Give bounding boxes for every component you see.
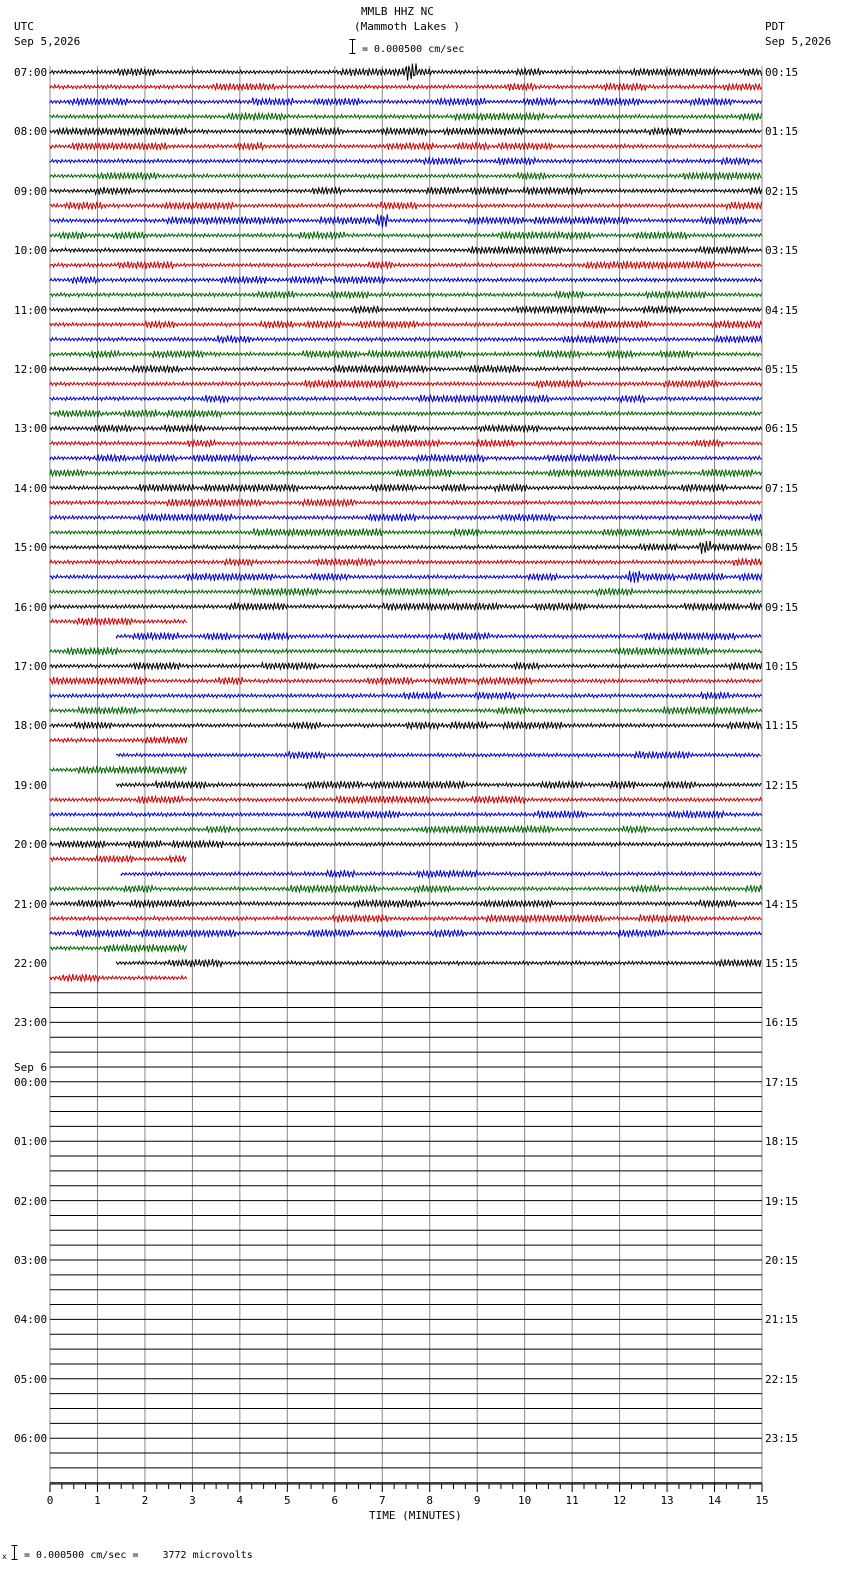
right-hour-label: 01:15: [765, 125, 799, 139]
seismic-trace: [50, 677, 762, 685]
x-tick-label: 15: [755, 1494, 769, 1507]
seismic-trace: [50, 811, 762, 819]
seismic-trace: [50, 766, 187, 774]
right-hour-label: 21:15: [765, 1313, 799, 1327]
seismic-trace: [50, 202, 762, 210]
x-tick-label: 3: [189, 1494, 196, 1507]
seismic-trace: [50, 692, 762, 700]
seismic-trace: [50, 840, 762, 848]
left-date: Sep 5,2026: [14, 35, 81, 48]
right-hour-label: 14:15: [765, 897, 799, 911]
x-tick-label: 0: [46, 1494, 54, 1507]
right-hour-label: 02:15: [765, 184, 799, 198]
right-hour-label: 18:15: [765, 1135, 799, 1149]
left-hour-label: 16:00: [14, 600, 48, 614]
seismic-trace: [50, 603, 762, 611]
seismic-trace: [50, 113, 762, 121]
right-hour-label: 00:15: [765, 66, 799, 79]
seismic-trace: [50, 291, 762, 299]
left-day-label: Sep 6: [14, 1060, 48, 1074]
seismic-trace: [50, 142, 762, 150]
seismic-trace: [50, 231, 762, 239]
seismic-trace: [121, 870, 761, 878]
seismic-trace: [117, 632, 761, 640]
right-hour-label: 16:15: [765, 1016, 799, 1030]
seismic-trace: [50, 246, 762, 254]
seismic-trace: [50, 98, 762, 106]
x-tick-label: 2: [141, 1494, 149, 1507]
right-hour-label: 22:15: [765, 1372, 799, 1386]
seismic-trace: [50, 440, 762, 448]
seismic-trace: [50, 172, 762, 180]
seismic-trace: [50, 484, 762, 492]
right-hour-label: 08:15: [765, 541, 799, 555]
seismic-trace: [50, 514, 762, 522]
right-hour-label: 17:15: [765, 1075, 799, 1089]
seismic-trace: [50, 647, 762, 655]
seismic-trace: [50, 276, 762, 284]
seismic-trace: [50, 900, 762, 908]
seismic-trace: [50, 410, 762, 418]
left-hour-label: 10:00: [14, 244, 48, 258]
left-hour-label: 13:00: [14, 422, 48, 436]
footer-mark: x: [2, 1552, 7, 1561]
seismic-trace: [50, 380, 762, 388]
left-hour-label: 23:00: [14, 1016, 48, 1030]
left-hour-label: 14:00: [14, 481, 48, 495]
seismic-trace: [50, 306, 762, 314]
right-timezone: PDT: [765, 20, 785, 33]
left-hour-label: 03:00: [14, 1254, 48, 1267]
footer-scale-label: = 0.000500 cm/sec = 3772 microvolts: [24, 1550, 253, 1561]
seismic-trace: [50, 425, 762, 433]
x-tick-label: 12: [612, 1494, 627, 1507]
left-hour-label: 09:00: [14, 184, 48, 198]
seismic-trace: [50, 261, 762, 269]
right-hour-label: 07:15: [765, 481, 799, 495]
left-hour-label: 05:00: [14, 1372, 48, 1386]
station-title: MMLB HHZ NC: [361, 5, 434, 18]
right-hour-label: 11:15: [765, 719, 799, 733]
left-hour-label: 00:00: [14, 1075, 48, 1089]
x-tick-label: 13: [660, 1494, 674, 1507]
left-hour-label: 01:00: [14, 1135, 48, 1149]
x-tick-label: 9: [473, 1494, 481, 1507]
seismic-trace: [117, 751, 761, 759]
left-hour-label: 04:00: [14, 1313, 48, 1327]
seismic-trace: [50, 127, 762, 135]
left-hour-label: 02:00: [14, 1194, 48, 1208]
left-hour-label: 20:00: [14, 838, 48, 852]
seismic-trace: [50, 214, 762, 227]
x-tick-label: 5: [284, 1494, 291, 1507]
left-hour-label: 21:00: [14, 897, 48, 911]
right-hour-label: 19:15: [765, 1194, 799, 1208]
right-date: Sep 5,2026: [765, 35, 832, 48]
x-axis-title: TIME (MINUTES): [369, 1509, 462, 1522]
seismic-trace: [50, 558, 762, 566]
seismic-trace: [50, 83, 762, 91]
seismic-trace: [50, 365, 762, 373]
left-hour-label: 12:00: [14, 363, 48, 376]
seismic-trace: [50, 395, 762, 403]
right-hour-label: 04:15: [765, 303, 799, 317]
right-hour-label: 05:15: [765, 363, 799, 376]
x-tick-label: 6: [331, 1494, 339, 1507]
seismic-trace: [50, 187, 762, 195]
seismic-trace: [50, 454, 762, 462]
seismic-trace: [50, 571, 762, 583]
seismic-trace: [50, 737, 187, 744]
right-hour-label: 10:15: [765, 660, 799, 673]
seismic-trace: [50, 63, 762, 80]
left-hour-label: 18:00: [14, 719, 48, 733]
footer-scale-bar-icon: [11, 1545, 18, 1560]
right-hour-label: 13:15: [765, 838, 799, 852]
left-hour-label: 08:00: [14, 125, 48, 139]
seismic-trace: [50, 157, 762, 165]
seismic-trace: [50, 618, 187, 626]
x-tick-label: 11: [565, 1494, 579, 1507]
right-hour-label: 03:15: [765, 244, 799, 258]
left-hour-label: 19:00: [14, 778, 48, 792]
seismic-trace: [50, 885, 762, 893]
left-hour-label: 11:00: [14, 303, 48, 317]
left-hour-label: 15:00: [14, 541, 48, 555]
seismic-trace: [50, 796, 762, 804]
right-hour-label: 09:15: [765, 600, 799, 614]
seismic-trace: [50, 721, 762, 729]
x-tick-label: 10: [518, 1494, 532, 1507]
seismic-trace: [50, 662, 762, 670]
left-hour-label: 07:00: [14, 66, 48, 79]
seismic-trace: [50, 929, 762, 937]
seismic-trace: [50, 588, 762, 596]
seismic-trace: [50, 528, 762, 536]
left-timezone: UTC: [14, 20, 34, 33]
station-location: (Mammoth Lakes ): [354, 20, 460, 33]
seismic-trace: [50, 974, 187, 982]
seismic-trace: [50, 469, 762, 477]
seismic-trace: [50, 825, 762, 833]
right-hour-label: 23:15: [765, 1432, 799, 1446]
left-hour-label: 06:00: [14, 1432, 48, 1446]
x-tick-label: 8: [426, 1494, 434, 1507]
seismic-trace: [50, 855, 187, 862]
right-hour-label: 12:15: [765, 778, 799, 792]
seismic-trace: [50, 320, 762, 328]
x-tick-label: 1: [94, 1494, 101, 1507]
seismic-trace: [50, 914, 762, 922]
left-hour-label: 22:00: [14, 957, 48, 970]
x-tick-label: 7: [378, 1494, 386, 1507]
seismic-trace: [117, 781, 761, 789]
seismic-trace: [50, 944, 187, 952]
seismic-trace: [50, 350, 762, 358]
right-hour-label: 06:15: [765, 422, 799, 436]
right-hour-label: 15:15: [765, 957, 799, 970]
seismic-trace: [117, 959, 761, 967]
x-tick-label: 4: [236, 1494, 244, 1507]
seismic-trace: [50, 335, 762, 343]
seismic-trace: [50, 707, 762, 715]
seismic-trace: [50, 541, 762, 554]
right-hour-label: 20:15: [765, 1254, 799, 1267]
scale-label: = 0.000500 cm/sec: [362, 44, 465, 55]
left-hour-label: 17:00: [14, 660, 48, 673]
seismic-trace: [50, 499, 762, 507]
x-tick-label: 14: [707, 1494, 722, 1507]
